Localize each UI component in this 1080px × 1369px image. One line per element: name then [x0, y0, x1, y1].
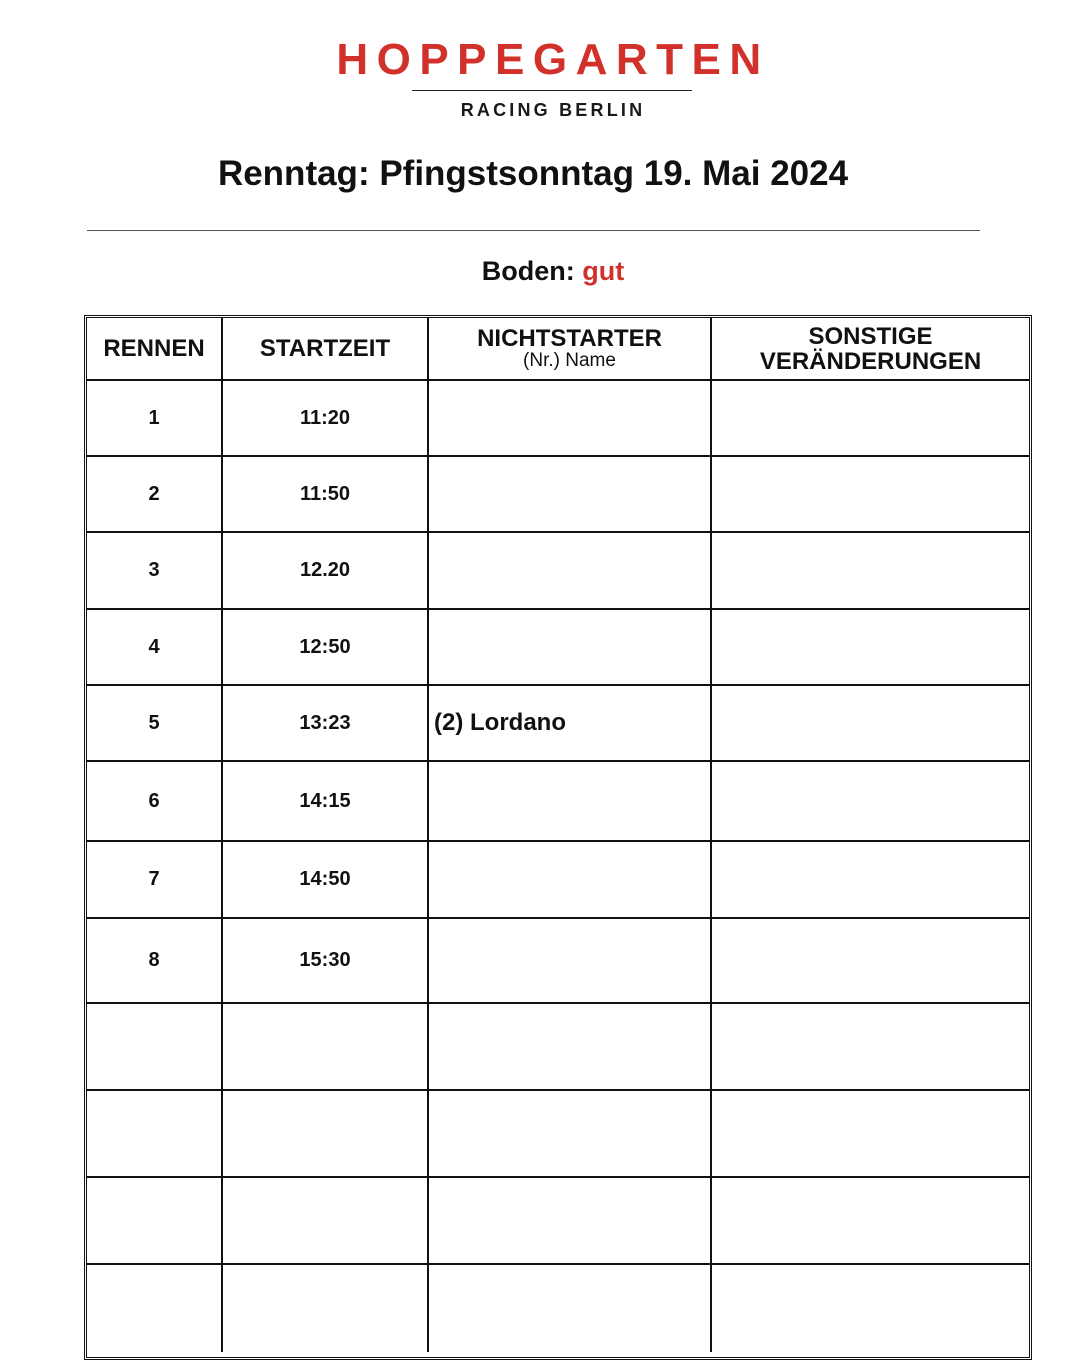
nonrunners-cell — [428, 918, 711, 1003]
col-header-race: RENNEN — [87, 318, 222, 380]
logo-tagline: RACING BERLIN — [460, 100, 646, 120]
start-time-cell — [222, 1090, 428, 1177]
race-number-cell: 7 — [87, 841, 222, 918]
race-number-cell — [87, 1003, 222, 1090]
ground-value: gut — [582, 256, 625, 286]
start-time-cell: 13:23 — [222, 685, 428, 761]
table-row — [87, 685, 1029, 761]
col-header-nonrunners-sub: (Nr.) Name — [523, 350, 616, 371]
start-time-cell: 11:50 — [222, 456, 428, 532]
table-row — [87, 1177, 1029, 1264]
ground-label: Boden: — [481, 256, 575, 286]
race-number-cell: 3 — [87, 532, 222, 609]
logo-wordmark: HOPPEGARTEN — [336, 35, 770, 84]
other-changes-cell — [711, 1003, 1029, 1090]
nonrunners-cell — [428, 532, 711, 609]
race-changes-table — [84, 315, 1032, 1360]
nonrunners-cell — [428, 609, 711, 685]
nonrunners-cell — [428, 1090, 711, 1177]
other-changes-cell — [711, 1264, 1029, 1352]
nonrunners-cell — [428, 1264, 711, 1352]
table-row — [87, 609, 1029, 685]
start-time-cell — [222, 1264, 428, 1352]
race-number-cell: 2 — [87, 456, 222, 532]
start-time-cell: 12.20 — [222, 532, 428, 609]
race-number-cell — [87, 1177, 222, 1264]
table-row — [87, 761, 1029, 841]
logo-divider — [412, 90, 692, 91]
start-time-cell: 14:50 — [222, 841, 428, 918]
race-number-cell: 6 — [87, 761, 222, 841]
other-changes-cell — [711, 685, 1029, 761]
race-number-cell: 1 — [87, 380, 222, 456]
table-row — [87, 841, 1029, 918]
col-header-other: SONSTIGE VERÄNDERUNGEN — [711, 318, 1029, 380]
race-number-cell — [87, 1264, 222, 1352]
table-row — [87, 918, 1029, 1003]
start-time-cell — [222, 1177, 428, 1264]
other-changes-cell — [711, 918, 1029, 1003]
nonrunners-cell — [428, 1177, 711, 1264]
hoppegarten-logo — [320, 35, 786, 120]
page-title: Renntag: Pfingstsonntag 19. Mai 2024 — [217, 154, 849, 193]
start-time-cell: 11:20 — [222, 380, 428, 456]
nonrunners-cell — [428, 761, 711, 841]
other-changes-cell — [711, 380, 1029, 456]
nonrunners-cell — [428, 1003, 711, 1090]
start-time-cell: 15:30 — [222, 918, 428, 1003]
table-row — [87, 1264, 1029, 1352]
nonrunners-cell — [428, 456, 711, 532]
other-changes-cell — [711, 1177, 1029, 1264]
nonrunners-cell — [428, 380, 711, 456]
race-number-cell: 4 — [87, 609, 222, 685]
other-changes-cell — [711, 609, 1029, 685]
other-changes-cell — [711, 761, 1029, 841]
col-header-start: STARTZEIT — [222, 318, 428, 380]
table-header-row — [87, 318, 1029, 380]
title-divider — [87, 230, 980, 231]
other-changes-cell — [711, 532, 1029, 609]
other-changes-cell — [711, 1090, 1029, 1177]
race-number-cell: 8 — [87, 918, 222, 1003]
table-row — [87, 1090, 1029, 1177]
race-number-cell: 5 — [87, 685, 222, 761]
start-time-cell — [222, 1003, 428, 1090]
start-time-cell: 14:15 — [222, 761, 428, 841]
col-header-nonrunners-label: NICHTSTARTER — [477, 325, 662, 352]
race-table — [87, 318, 1029, 1352]
table-row — [87, 380, 1029, 456]
other-changes-cell — [711, 456, 1029, 532]
ground-condition — [0, 256, 1080, 287]
nonrunners-cell — [428, 841, 711, 918]
race-number-cell — [87, 1090, 222, 1177]
start-time-cell: 12:50 — [222, 609, 428, 685]
other-changes-cell — [711, 841, 1029, 918]
table-row — [87, 532, 1029, 609]
table-row — [87, 456, 1029, 532]
nonrunners-cell: (2) Lordano — [428, 685, 711, 761]
table-row — [87, 1003, 1029, 1090]
col-header-nonrunners — [428, 318, 711, 380]
